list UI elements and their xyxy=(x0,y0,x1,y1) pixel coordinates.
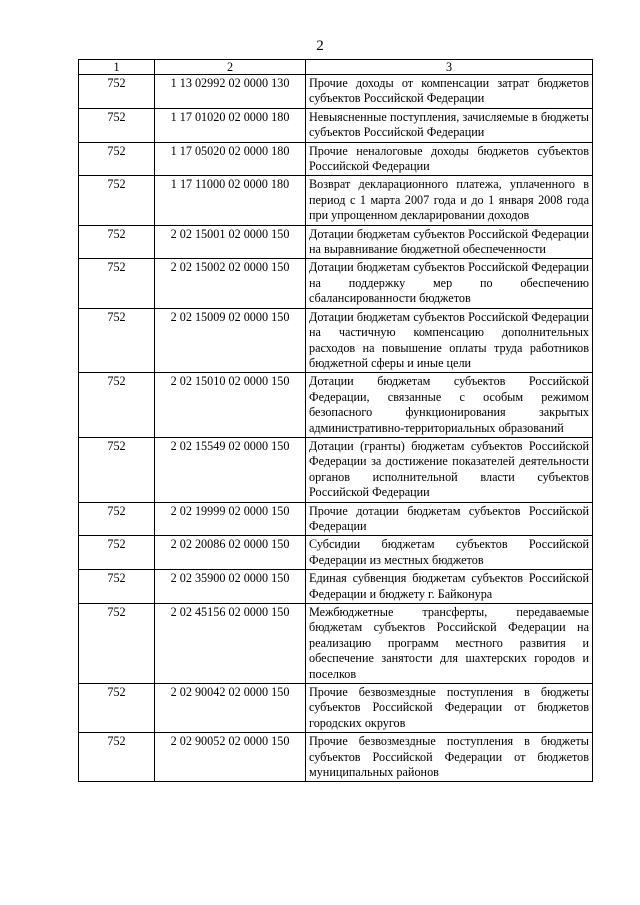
admin-code-cell: 752 xyxy=(79,604,155,684)
revenue-name-cell: Прочие безвозмездные поступления в бюджеты субъектов Российской Федерации от бюджетов городских округов xyxy=(306,684,593,733)
revenue-name-cell: Единая субвенция бюджетам субъектов Российской Федерации и бюджету г. Байконура xyxy=(306,570,593,604)
budget-classification-code-cell: 2 02 90052 02 0000 150 xyxy=(155,733,306,782)
budget-classification-code-cell: 2 02 20086 02 0000 150 xyxy=(155,536,306,570)
budget-classification-code-cell: 2 02 15002 02 0000 150 xyxy=(155,259,306,308)
budget-classification-code-cell: 2 02 15009 02 0000 150 xyxy=(155,308,306,373)
header-col-2: 2 xyxy=(155,60,306,75)
budget-classification-code-cell: 1 17 01020 02 0000 180 xyxy=(155,108,306,142)
table-row xyxy=(79,570,593,604)
revenue-name-cell: Прочие неналоговые доходы бюджетов субъектов Российской Федерации xyxy=(306,142,593,176)
budget-classification-code-cell: 1 17 11000 02 0000 180 xyxy=(155,176,306,225)
table-row xyxy=(79,437,593,502)
page-number: 2 xyxy=(316,38,324,54)
admin-code-cell: 752 xyxy=(79,536,155,570)
header-col-1: 1 xyxy=(79,60,155,75)
admin-code-cell: 752 xyxy=(79,570,155,604)
revenue-name-cell: Дотации бюджетам субъектов Российской Федерации на частичную компенсацию дополнительных расходов на повышение оплаты труда работников бюджетной сферы и иные цели xyxy=(306,308,593,373)
admin-code-cell: 752 xyxy=(79,259,155,308)
table-row xyxy=(79,373,593,438)
table-row xyxy=(79,259,593,308)
revenue-name-cell: Невыясненные поступления, зачисляемые в бюджеты субъектов Российской Федерации xyxy=(306,108,593,142)
budget-classification-code-cell: 2 02 15010 02 0000 150 xyxy=(155,373,306,438)
revenue-name-cell: Дотации бюджетам субъектов Российской Федерации на поддержку мер по обеспечению сбалансированности бюджетов xyxy=(306,259,593,308)
table-row xyxy=(79,142,593,176)
budget-classification-code-cell: 2 02 35900 02 0000 150 xyxy=(155,570,306,604)
table-row xyxy=(79,502,593,536)
budget-classification-code-cell: 2 02 15001 02 0000 150 xyxy=(155,225,306,259)
revenue-codes-table xyxy=(78,59,593,782)
admin-code-cell: 752 xyxy=(79,225,155,259)
revenue-name-cell: Субсидии бюджетам субъектов Российской Федерации из местных бюджетов xyxy=(306,536,593,570)
budget-classification-code-cell: 2 02 90042 02 0000 150 xyxy=(155,684,306,733)
admin-code-cell: 752 xyxy=(79,176,155,225)
table-row xyxy=(79,176,593,225)
admin-code-cell: 752 xyxy=(79,75,155,109)
budget-classification-code-cell: 1 13 02992 02 0000 130 xyxy=(155,75,306,109)
table-body xyxy=(79,75,593,782)
table-row xyxy=(79,75,593,109)
table-row xyxy=(79,536,593,570)
table-header-row xyxy=(79,60,593,75)
revenue-name-cell: Прочие безвозмездные поступления в бюджеты субъектов Российской Федерации от бюджетов муниципальных районов xyxy=(306,733,593,782)
revenue-name-cell: Дотации (гранты) бюджетам субъектов Российской Федерации за достижение показателей деятельности органов исполнительной власти субъектов Российской Федерации xyxy=(306,437,593,502)
admin-code-cell: 752 xyxy=(79,502,155,536)
admin-code-cell: 752 xyxy=(79,108,155,142)
admin-code-cell: 752 xyxy=(79,373,155,438)
table-row xyxy=(79,225,593,259)
table-row xyxy=(79,684,593,733)
budget-classification-code-cell: 1 17 05020 02 0000 180 xyxy=(155,142,306,176)
table-row xyxy=(79,308,593,373)
budget-classification-code-cell: 2 02 45156 02 0000 150 xyxy=(155,604,306,684)
admin-code-cell: 752 xyxy=(79,684,155,733)
budget-classification-code-cell: 2 02 15549 02 0000 150 xyxy=(155,437,306,502)
table-row xyxy=(79,108,593,142)
table-row xyxy=(79,733,593,782)
admin-code-cell: 752 xyxy=(79,308,155,373)
admin-code-cell: 752 xyxy=(79,437,155,502)
budget-classification-code-cell: 2 02 19999 02 0000 150 xyxy=(155,502,306,536)
revenue-name-cell: Межбюджетные трансферты, передаваемые бюджетам субъектов Российской Федерации на реализацию программ местного развития и обеспечение занятости для шахтерских городов и поселков xyxy=(306,604,593,684)
revenue-name-cell: Возврат декларационного платежа, уплаченного в период с 1 марта 2007 года и до 1 января 2008 года при упрощенном декларировании доходов xyxy=(306,176,593,225)
revenue-name-cell: Дотации бюджетам субъектов Российской Федерации, связанные с особым режимом безопасного функционирования закрытых административно-территориальных образований xyxy=(306,373,593,438)
table-row xyxy=(79,604,593,684)
admin-code-cell: 752 xyxy=(79,733,155,782)
revenue-name-cell: Дотации бюджетам субъектов Российской Федерации на выравнивание бюджетной обеспеченности xyxy=(306,225,593,259)
revenue-name-cell: Прочие доходы от компенсации затрат бюджетов субъектов Российской Федерации xyxy=(306,75,593,109)
header-col-3: 3 xyxy=(306,60,593,75)
revenue-name-cell: Прочие дотации бюджетам субъектов Российской Федерации xyxy=(306,502,593,536)
admin-code-cell: 752 xyxy=(79,142,155,176)
